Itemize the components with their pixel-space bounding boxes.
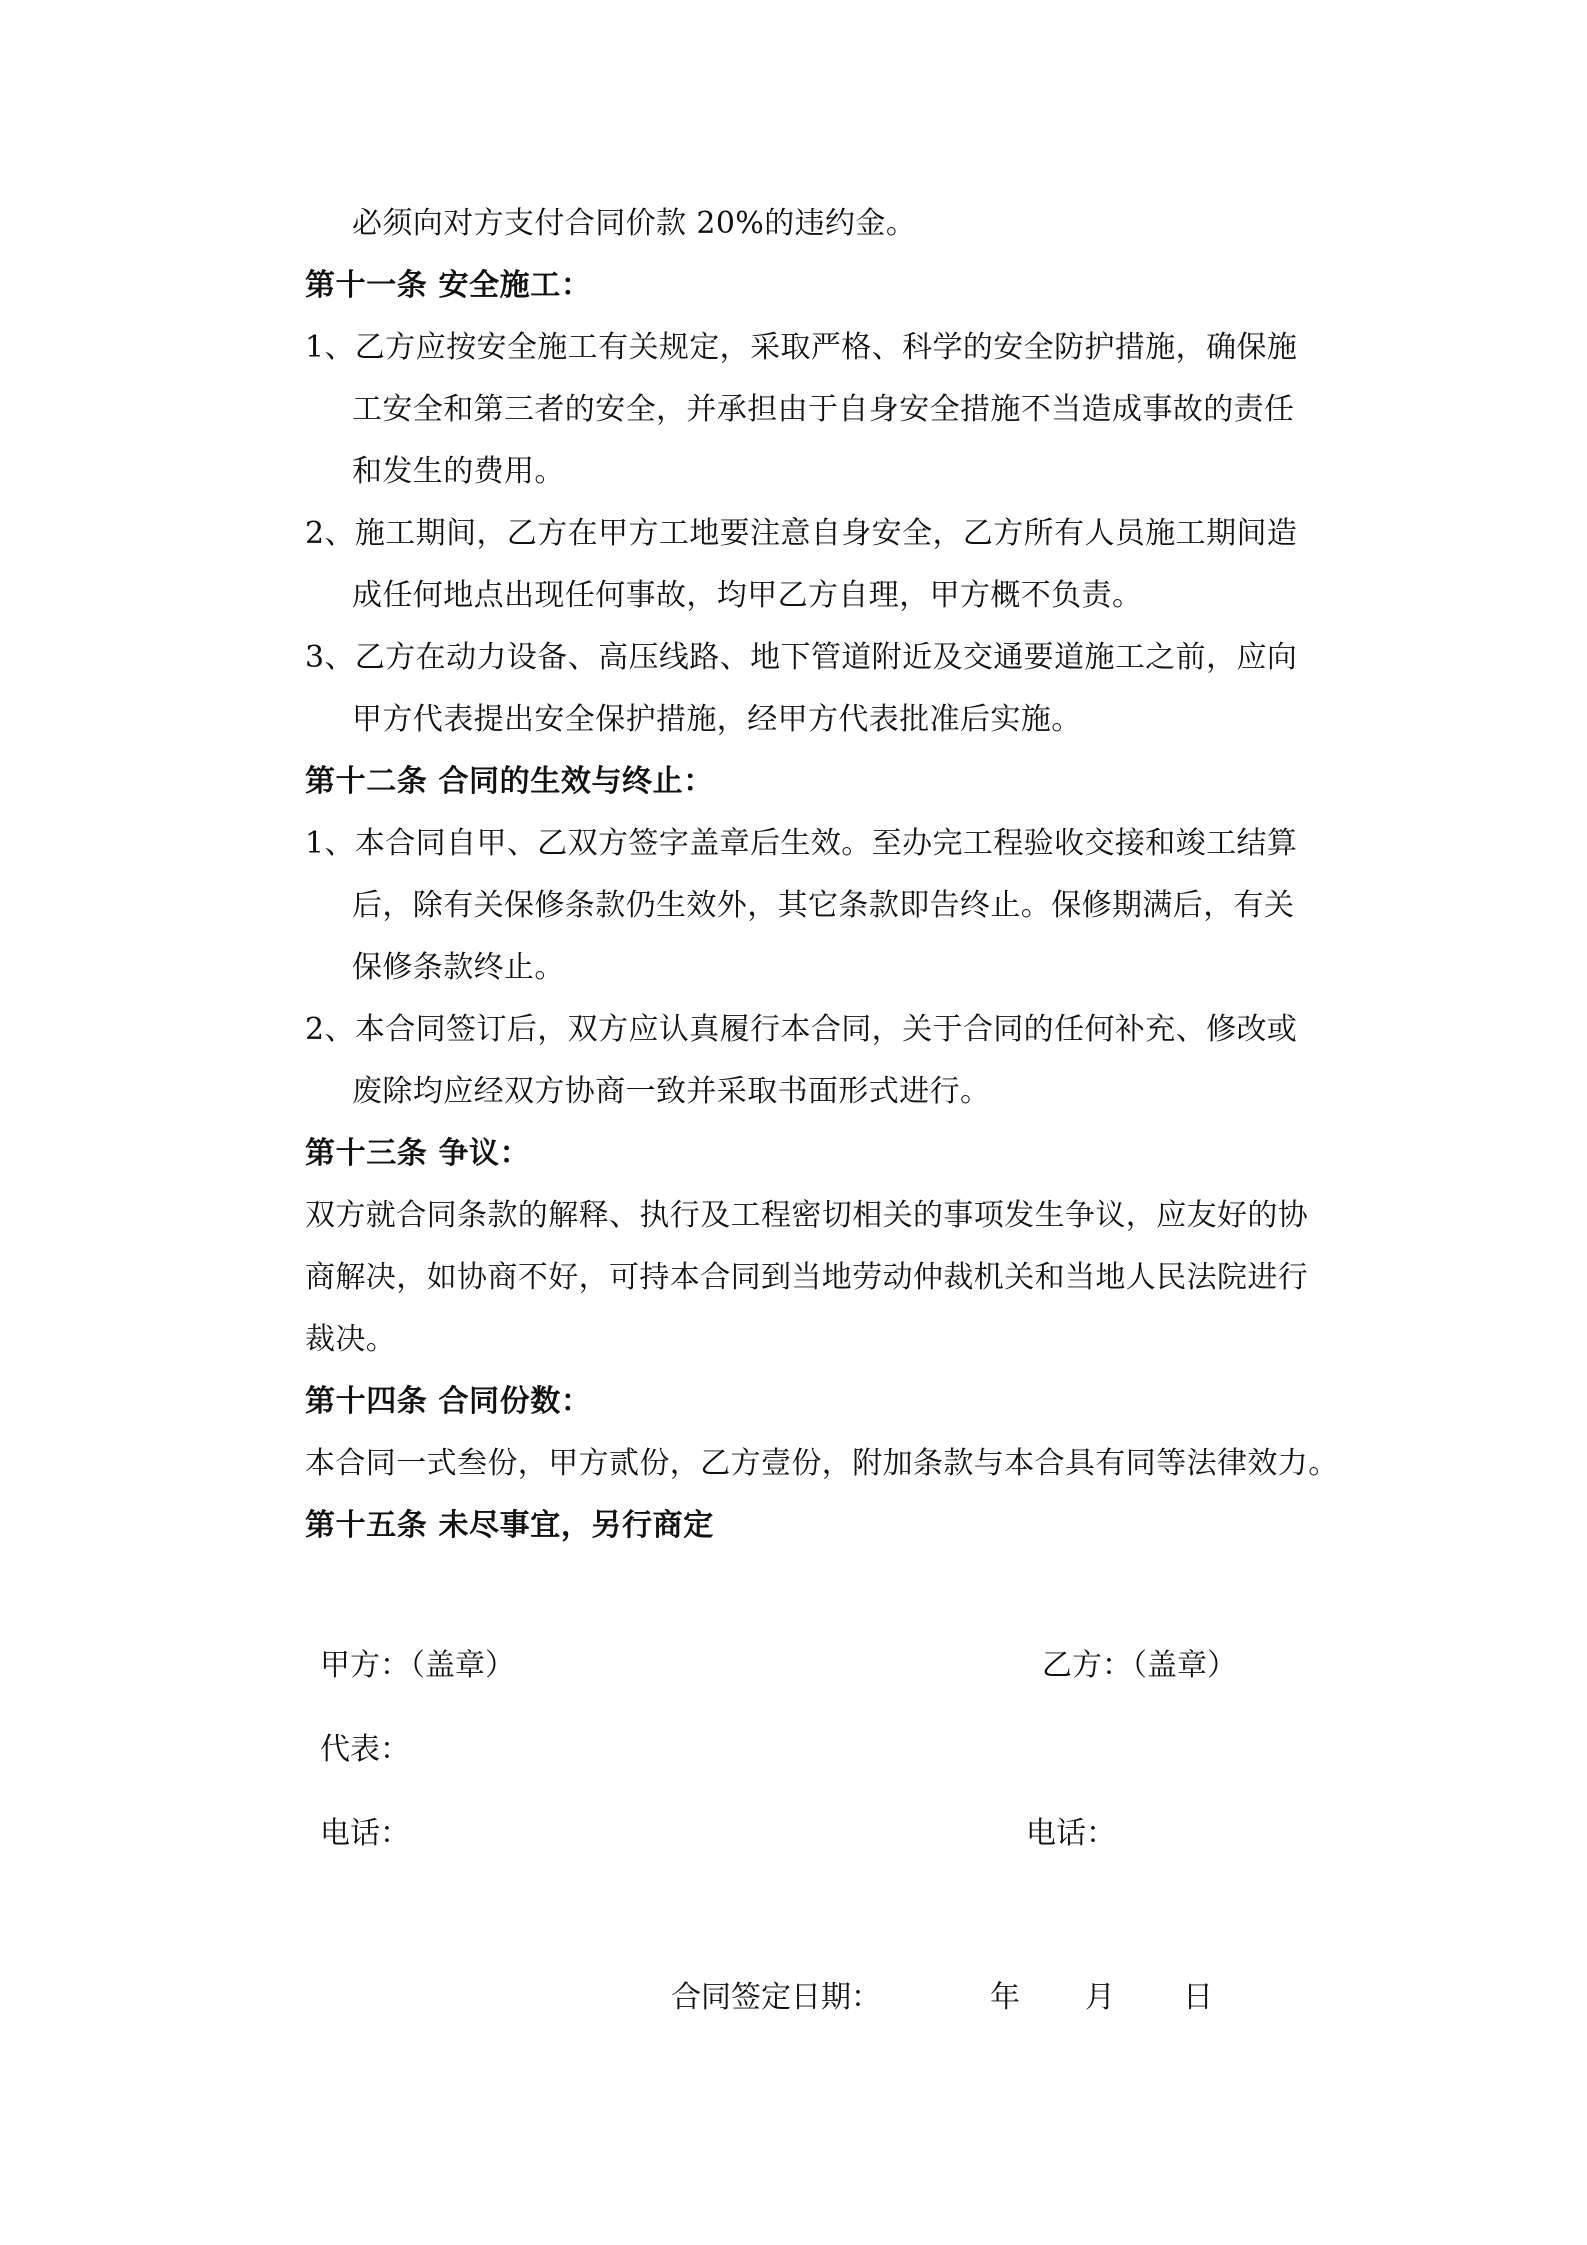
article-12-item-2-line-1: 2、本合同签订后，双方应认真履行本合同，关于合同的任何补充、修改或	[305, 1012, 1298, 1047]
article-11-item-2-line-2: 成任何地点出现任何事故，均甲乙方自理，甲方概不负责。	[352, 578, 1143, 613]
article-11-item-3-line-2: 甲方代表提出安全保护措施，经甲方代表批准后实施。	[352, 702, 1082, 737]
party-a-phone-label: 电话：	[320, 1816, 410, 1851]
article-12-item-1-line-2: 后，除有关保修条款仍生效外，其它条款即告终止。保修期满后，有关	[352, 888, 1295, 923]
article-15-heading: 第十五条 未尽事宜，另行商定	[305, 1508, 714, 1543]
party-b-seal-label: 乙方：（盖章）	[1042, 1648, 1237, 1683]
signing-date-year: 年	[990, 1980, 1020, 2015]
article-11-item-1-line-1: 1、乙方应按安全施工有关规定，采取严格、科学的安全防护措施，确保施	[305, 330, 1298, 365]
article-13-text-line-3: 裁决。	[305, 1322, 397, 1357]
article-13-text-line-2: 商解决，如协商不好，可持本合同到当地劳动仲裁机关和当地人民法院进行	[305, 1260, 1309, 1295]
article-13-heading: 第十三条 争议：	[305, 1136, 531, 1171]
article-11-heading: 第十一条 安全施工：	[305, 268, 592, 303]
party-b-phone-label: 电话：	[1026, 1816, 1116, 1851]
article-12-heading: 第十二条 合同的生效与终止：	[305, 764, 714, 799]
article-12-item-1-line-3: 保修条款终止。	[352, 950, 565, 985]
signing-date-label: 合同签定日期：	[671, 1980, 881, 2015]
article-11-item-3-line-1: 3、乙方在动力设备、高压线路、地下管道附近及交通要道施工之前，应向	[305, 640, 1298, 675]
article-14-text: 本合同一式叁份，甲方贰份，乙方壹份，附加条款与本合具有同等法律效力。	[305, 1446, 1339, 1481]
penalty-continuation-line: 必须向对方支付合同价款 20%的违约金。	[352, 206, 917, 241]
signing-date-day: 日	[1183, 1980, 1213, 2015]
article-12-item-1-line-1: 1、本合同自甲、乙双方签字盖章后生效。至办完工程验收交接和竣工结算	[305, 826, 1298, 861]
article-14-heading: 第十四条 合同份数：	[305, 1384, 592, 1419]
article-11-item-1-line-3: 和发生的费用。	[352, 454, 565, 489]
article-12-item-2-line-2: 废除均应经双方协商一致并采取书面形式进行。	[352, 1074, 991, 1109]
representative-label: 代表：	[320, 1732, 410, 1767]
article-11-item-2-line-1: 2、施工期间，乙方在甲方工地要注意自身安全，乙方所有人员施工期间造	[305, 516, 1298, 551]
article-11-item-1-line-2: 工安全和第三者的安全，并承担由于自身安全措施不当造成事故的责任	[352, 392, 1295, 427]
party-a-seal-label: 甲方：（盖章）	[320, 1648, 515, 1683]
article-13-text-line-1: 双方就合同条款的解释、执行及工程密切相关的事项发生争议，应友好的协	[305, 1198, 1309, 1233]
signing-date-month: 月	[1085, 1980, 1115, 2015]
